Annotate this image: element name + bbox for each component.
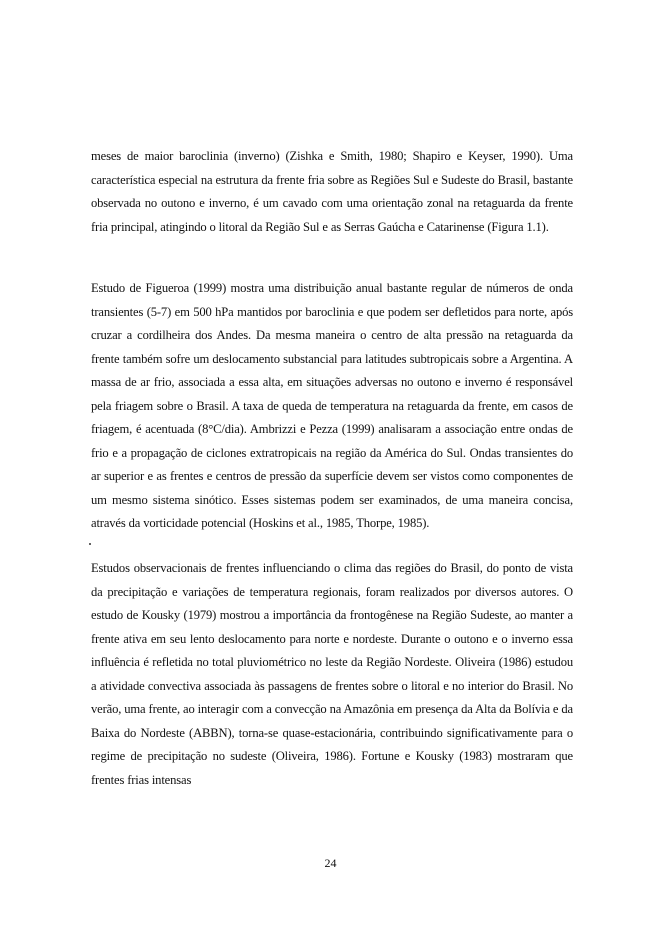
paragraph-cavado: meses de maior baroclinia (inverno) (Zishka e Smith, 1980; Shapiro e Keyser, 1990). Uma característica especial na estrutura da frente fria sobre as Regiões Sul e Sudeste do Brasil, bastante observada no outono e inverno, é um cavado com uma orientação zonal na retaguarda da frente fria principal, atingindo o litoral da Região Sul e as Serras Gaúcha e Catarinense (Figura 1.1). bbox=[91, 149, 573, 234]
paragraph-estudos-observacionais: Estudos observacionais de frentes influenciando o clima das regiões do Brasil, do ponto de vista da precipitação e variações de temperatura regionais, foram realizados por diversos autores. O estudo de Kousky (1979) mostrou a importância da frontogênese na Região Sudeste, ao manter a frente ativa em seu lento deslocamento para norte e nordeste. Durante o outono e o inverno essa influência é refletida no total pluviométrico no leste da Região Nordeste. Oliveira (1986) estudou a atividade convectiva associada às passagens de frentes sobre o litoral e no interior do Brasil. No verão, uma frente, ao interagir com a convecção na Amazônia em presença da Alta da Bolívia e da Baixa do Nordeste (ABBN), torna-se quase-estacionária, contribuindo significativamente para o regime de precipitação no sudeste (Oliveira, 1986). Fortune e Kousky (1983) mostraram que frentes frias intensas bbox=[91, 561, 573, 787]
paragraph-figueroa: Estudo de Figueroa (1999) mostra uma distribuição anual bastante regular de números de onda transientes (5-7) em 500 hPa mantidos por baroclinia e que podem ser defletidos para norte, após cruzar a cordilheira dos Andes. Da mesma maneira o centro de alta pressão na retaguarda da frente também sofre um deslocamento substancial para latitudes subtropicais sobre a Argentina. A massa de ar frio, associada a essa alta, em situações adversas no outono e inverno é responsável pela friagem sobre o Brasil. A taxa de queda de temperatura na retaguarda da frente, em casos de friagem, é acentuada (8°C/dia). Ambrizzi e Pezza (1999) analisaram a associação entre ondas de frio e a propagação de ciclones extratropicais na região da América do Sul. Ondas transientes do ar superior e as frentes e centros de pressão da superfície devem ser vistos como componentes de um mesmo sistema sinótico. Esses sistemas podem ser examinados, de uma maneira concisa, através da vorticidade potencial (Hoskins et al., 1985, Thorpe, 1985). bbox=[91, 281, 573, 530]
stray-mark bbox=[89, 543, 91, 545]
page-number: 24 bbox=[324, 856, 337, 870]
